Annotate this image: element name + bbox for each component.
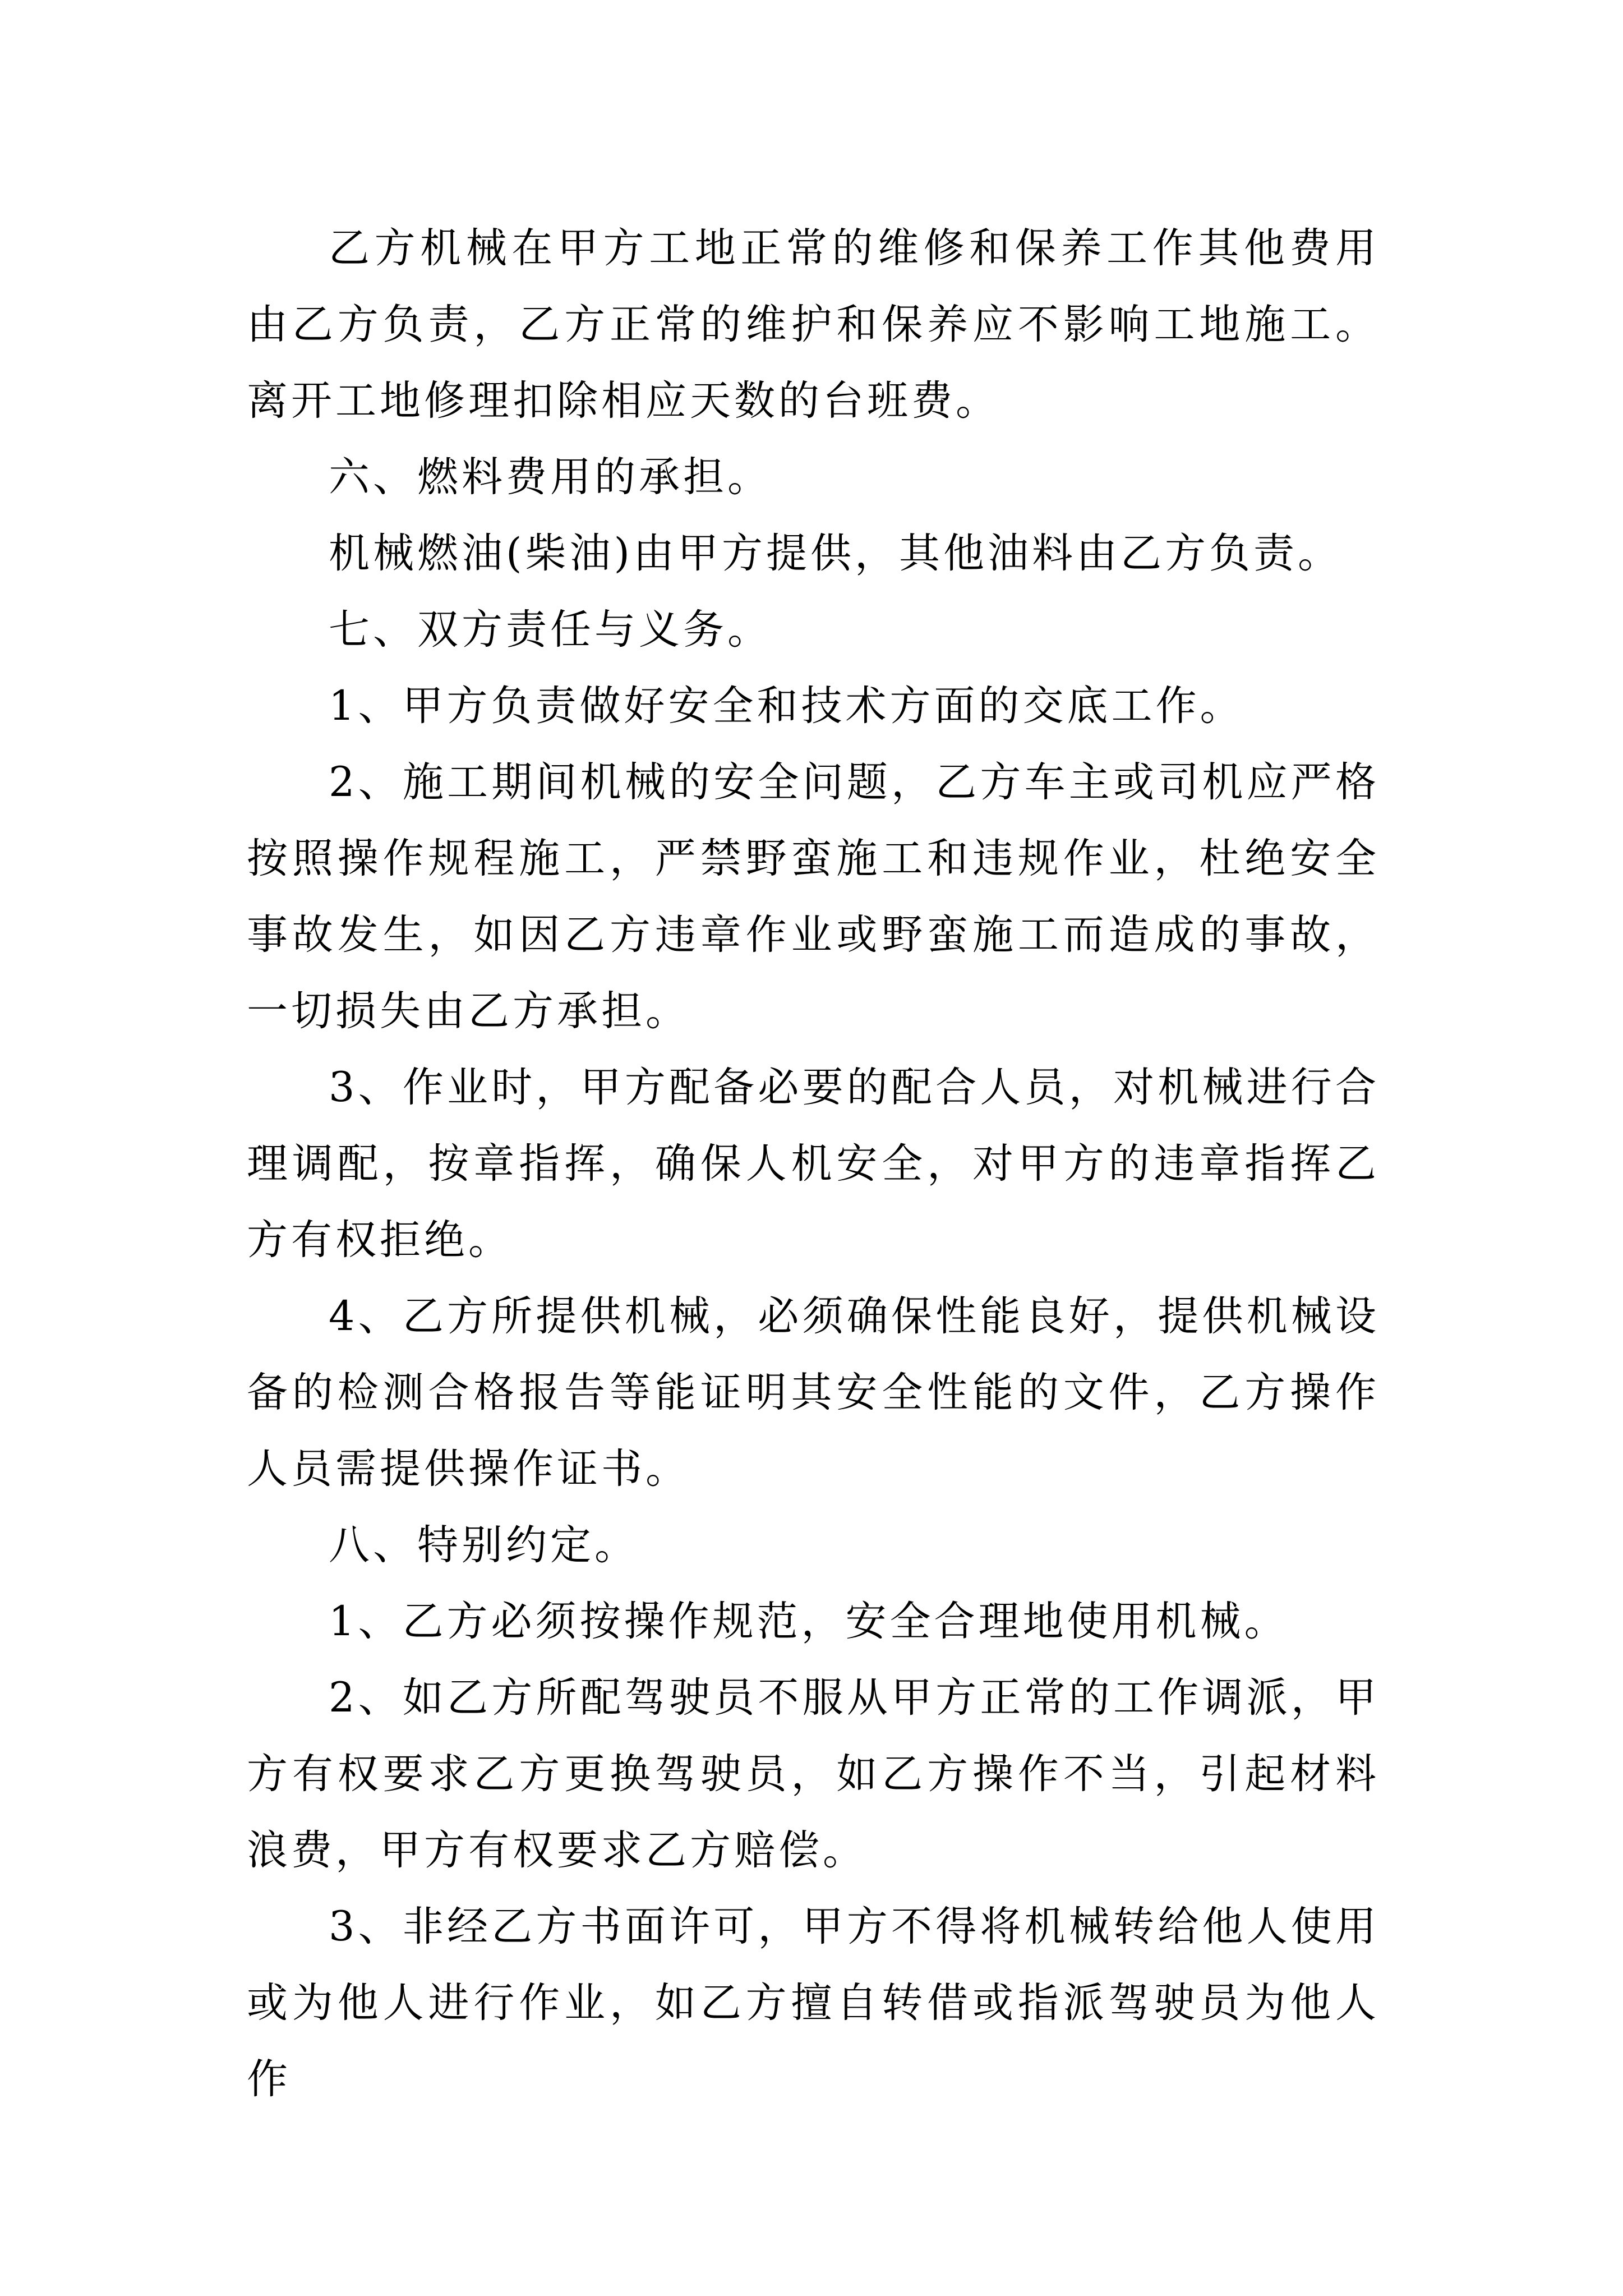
heading-section-8-special-terms: 八、特别约定。 (329, 1521, 639, 1569)
paragraph-clause-7-4: 4、乙方所提供机械，必须确保性能良好，提供机械设备的检测合格报告等能证明其安全性能的文件，乙方操作人员需提供操作证书。 (247, 1292, 1380, 1493)
paragraph-fuel-supply: 机械燃油(柴油)由甲方提供，其他油料由乙方负责。 (329, 530, 1342, 577)
document-body (247, 210, 1380, 2118)
heading-section-7-responsibilities: 七、双方责任与义务。 (329, 606, 772, 654)
paragraph-clause-7-3: 3、作业时，甲方配备必要的配合人员，对机械进行合理调配，按章指挥，确保人机安全，对甲方的违章指挥乙方有权拒绝。 (247, 1064, 1380, 1264)
heading-section-6-fuel: 六、燃料费用的承担。 (329, 453, 772, 501)
paragraph-clause-8-2: 2、如乙方所配驾驶员不服从甲方正常的工作调派，甲方有权要求乙方更换驾驶员，如乙方操作不当，引起材料浪费，甲方有权要求乙方赔偿。 (247, 1674, 1380, 1874)
paragraph-clause-8-1: 1、乙方必须按操作规范，安全合理地使用机械。 (329, 1598, 1289, 1645)
paragraph-clause-8-3: 3、非经乙方书面许可，甲方不得将机械转给他人使用或为他人进行作业，如乙方擅自转借或指派驾驶员为他人作 (247, 1903, 1380, 2103)
paragraph-clause-7-2: 2、施工期间机械的安全问题，乙方车主或司机应严格按照操作规程施工，严禁野蛮施工和违规作业，杜绝安全事故发生，如因乙方违章作业或野蛮施工而造成的事故，一切损失由乙方承担。 (247, 758, 1380, 1035)
paragraph-maintenance-costs: 乙方机械在甲方工地正常的维修和保养工作其他费用由乙方负责，乙方正常的维护和保养应不影响工地施工。离开工地修理扣除相应天数的台班费。 (247, 224, 1380, 425)
paragraph-clause-7-1: 1、甲方负责做好安全和技术方面的交底工作。 (329, 682, 1244, 730)
